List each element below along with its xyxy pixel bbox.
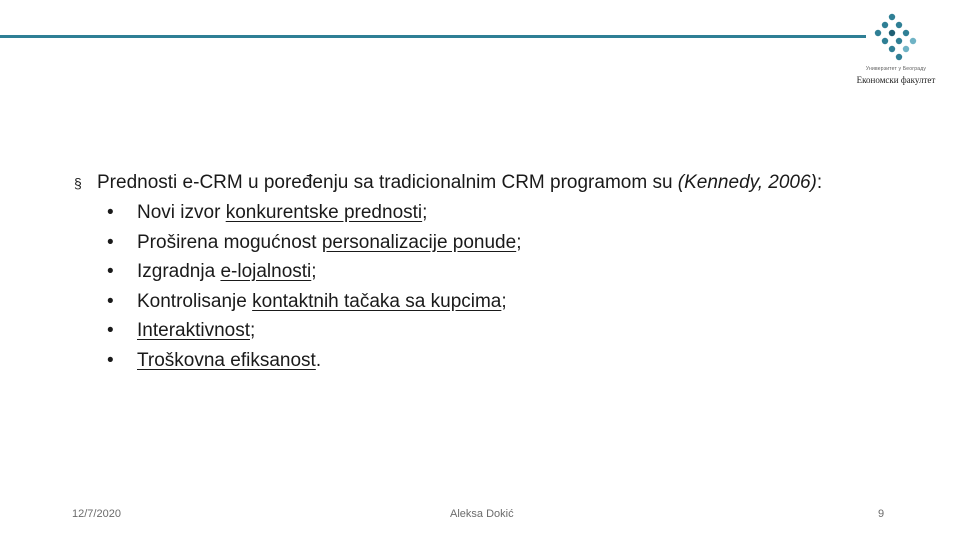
item-underlined: personalizacije ponude [321, 231, 517, 253]
item-suffix: ; [422, 202, 428, 223]
logo-university-text: Универзитет у Београду [865, 66, 927, 72]
item-underlined: konkurentske prednosti [225, 202, 423, 223]
slide-content [74, 168, 944, 375]
bullet-icon: • [107, 349, 114, 371]
item-prefix: Izgradnja [137, 261, 221, 282]
list-item [74, 198, 944, 228]
item-underlined: Troškovna efiksanost [137, 349, 316, 371]
section-bullet-icon: § [74, 175, 82, 191]
item-suffix: ; [250, 320, 256, 341]
list-item [74, 257, 944, 287]
citation: (Kennedy, 2006) [677, 172, 817, 193]
item-prefix: Novi izvor [137, 202, 226, 223]
main-point-text: Prednosti e-CRM u poređenju sa tradicionalnim CRM programom su [97, 172, 678, 193]
list-item [74, 316, 944, 346]
bullet-icon: • [107, 320, 114, 341]
faculty-logo [848, 12, 944, 92]
main-point-suffix: : [816, 172, 823, 193]
bullet-icon: • [107, 202, 114, 223]
item-prefix: Proširena mogućnost [137, 231, 322, 253]
advantages-list [74, 198, 944, 375]
main-point [74, 168, 944, 198]
list-item [74, 346, 944, 376]
item-underlined: kontaktnih tačaka sa kupcima [252, 290, 502, 312]
item-underlined: Interaktivnost [137, 320, 250, 341]
header-rule [0, 35, 866, 38]
item-prefix: Kontrolisanje [137, 290, 253, 312]
page-number: 9 [878, 508, 885, 520]
list-item [74, 228, 944, 258]
logo-dots-icon [872, 12, 920, 62]
logo-faculty-name: Економски факултет [856, 75, 936, 85]
bullet-icon: • [107, 231, 114, 253]
item-suffix: ; [311, 261, 317, 282]
item-suffix: . [315, 349, 322, 371]
item-suffix: ; [516, 231, 522, 253]
bullet-icon: • [107, 261, 114, 282]
item-suffix: ; [501, 290, 507, 312]
list-item [74, 287, 944, 317]
bullet-icon: • [107, 290, 114, 312]
footer-author: Aleksa Dokić [450, 508, 514, 520]
item-underlined: e-lojalnosti [220, 261, 312, 282]
footer-date: 12/7/2020 [72, 508, 121, 520]
